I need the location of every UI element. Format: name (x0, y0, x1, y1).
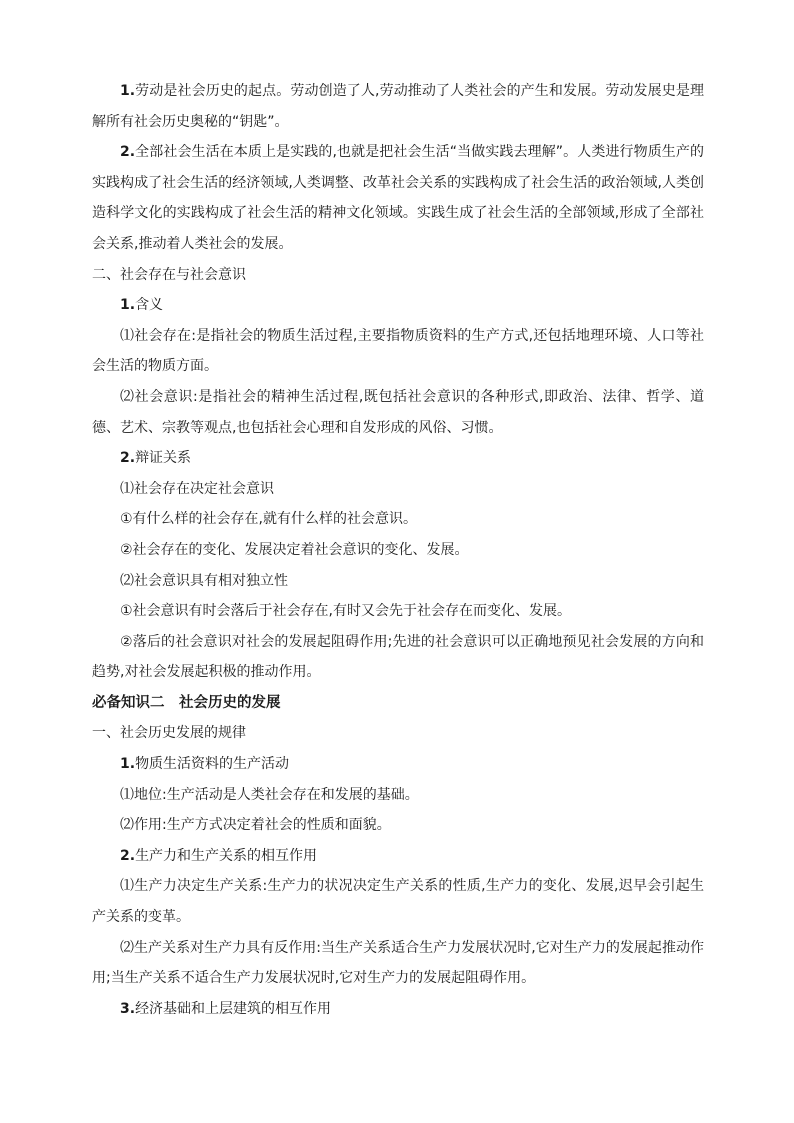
paragraph-social-consciousness: ⑵社会意识:是指社会的精神生活过程,既包括社会意识的各种形式,即政治、法律、哲学、道德、艺术、宗教等观点,也包括社会心理和自发形成的风俗、习惯。 (92, 388, 704, 436)
paragraph-function: ⑵作用:生产方式决定着社会的性质和面貌。 (120, 817, 391, 834)
paragraph-social-existence: ⑴社会存在:是指社会的物质生活过程,主要指物质资料的生产方式,还包括地理环境、人口等社会生活的物质方面。 (92, 327, 704, 375)
paragraph-text: 经济基础和上层建筑的相互作用 (135, 1000, 332, 1017)
paragraph-point-1: ①有什么样的社会存在,就有什么样的社会意识。 (120, 511, 417, 528)
document-page (92, 76, 704, 1024)
section-title-knowledge-two: 必备知识二 社会历史的发展 (92, 694, 281, 711)
item-number: 1. (120, 83, 136, 99)
item-number: 2. (120, 847, 136, 864)
paragraph-existence-determines: ⑴社会存在决定社会意识 (120, 480, 274, 497)
paragraph-point-1b: ①社会意识有时会落后于社会存在,有时又会先于社会存在而变化、发展。 (120, 603, 571, 620)
section-heading-existence-consciousness: 二、社会存在与社会意识 (92, 266, 246, 283)
paragraph-text: 物质生活资料的生产活动 (135, 756, 290, 773)
paragraph-text: 含义 (135, 297, 164, 314)
paragraph-point-2b: ②落后的社会意识对社会的发展起阻碍作用;先进的社会意识可以正确地预见社会发展的方向和趋势,对社会发展起积极的推动作用。 (92, 633, 704, 681)
paragraph-relations-react: ⑵生产关系对生产力具有反作用:当生产关系适合生产力发展状况时,它对生产力的发展起推动作用;当生产关系不适合生产力发展状况时,它对生产力的发展起阻碍作用。 (92, 939, 704, 987)
subheading-dialectical-relation (92, 443, 704, 474)
subheading-meaning (92, 290, 704, 321)
item-number: 1. (120, 756, 136, 773)
subheading-production-activity (92, 749, 704, 780)
paragraph-text: 生产力和生产关系的相互作用 (135, 847, 318, 864)
section-heading-historical-laws: 一、社会历史发展的规律 (92, 725, 246, 742)
paragraph-text: 辩证关系 (135, 450, 192, 467)
item-number: 2. (120, 144, 136, 161)
paragraph-text: 劳动是社会历史的起点。劳动创造了人,劳动推动了人类社会的产生和发展。劳动发展史是理解所有社会历史奥秘的“钥匙”。 (92, 83, 704, 130)
paragraph-status: ⑴地位:生产活动是人类社会存在和发展的基础。 (120, 786, 419, 803)
paragraph-relative-independence: ⑵社会意识具有相对独立性 (120, 572, 288, 589)
paragraph-productivity-determines: ⑴生产力决定生产关系:生产力的状况决定生产关系的性质,生产力的变化、发展,迟早会引起生产关系的变革。 (92, 878, 704, 926)
item-number: 3. (120, 1000, 136, 1017)
item-number: 1. (120, 297, 136, 314)
item-number: 2. (120, 450, 136, 467)
paragraph-social-life-practice (92, 137, 704, 259)
paragraph-labor-origin (92, 76, 704, 137)
subheading-base-superstructure (92, 994, 704, 1025)
paragraph-text: 全部社会生活在本质上是实践的,也就是把社会生活“当做实践去理解”。人类进行物质生产的实践构成了社会生活的经济领域,人类调整、改革社会关系的实践构成了社会生活的政治领域,人类创造科学文化的实践构成了社会生活的精神文化领域。实践生成了社会生活的全部领域,形成了全部社会关系,推动着人类社会的发展。 (92, 144, 704, 252)
paragraph-point-2: ②社会存在的变化、发展决定着社会意识的变化、发展。 (120, 541, 469, 558)
subheading-productivity-relations (92, 841, 704, 872)
